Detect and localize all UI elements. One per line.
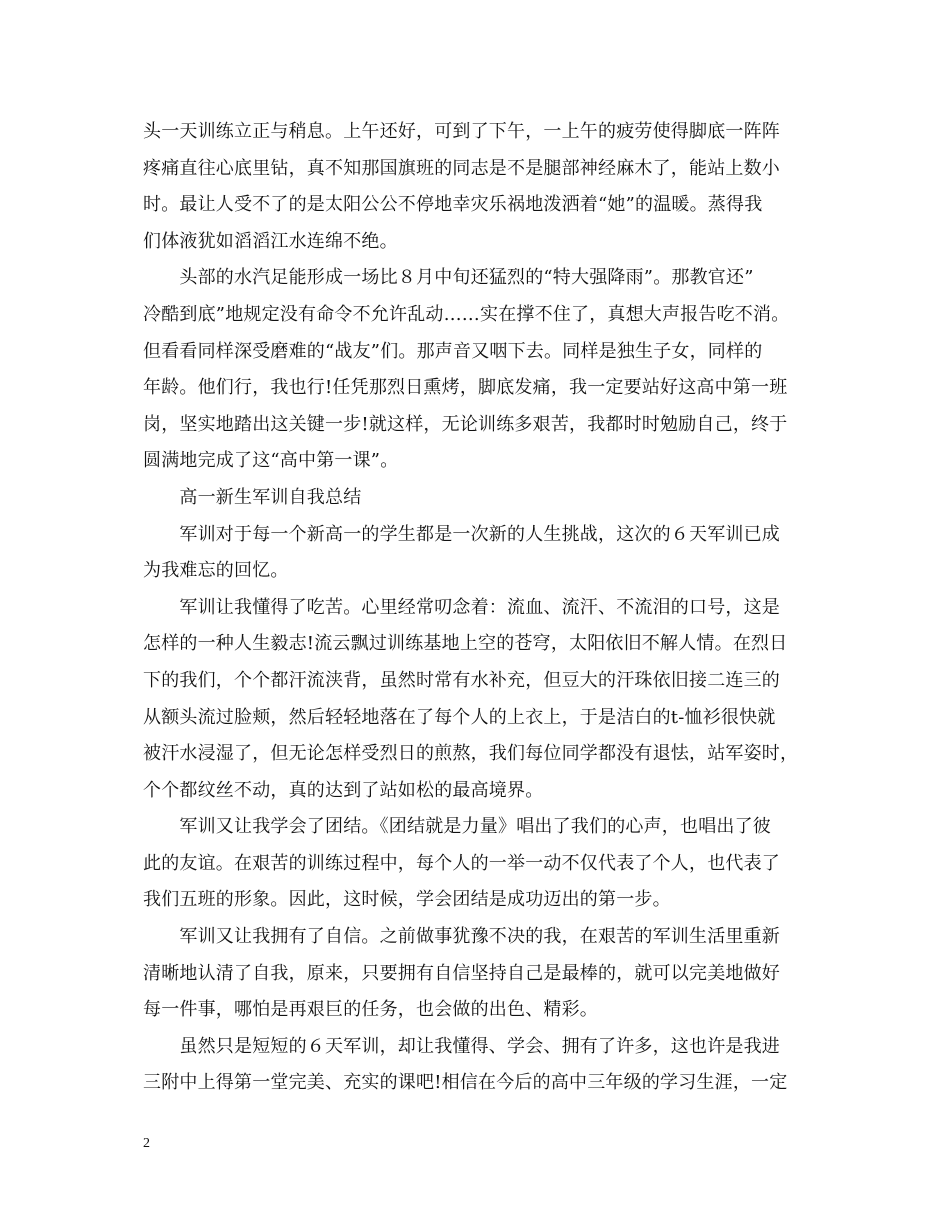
- text-line: 军训对于每一个新高一的学生都是一次新的人生挑战，这次的６天军训已成: [143, 523, 780, 545]
- text-line: 怎样的一种人生毅志!流云飘过训练基地上空的苍穹，太阳依旧不解人情。在烈日: [143, 633, 788, 655]
- text-line: 圆满地完成了这“高中第一课”。: [143, 450, 399, 472]
- text-line: 下的我们，个个都汗流浃背，虽然时常有水补充，但豆大的汗珠依旧接二连三的: [143, 669, 780, 691]
- section-heading: 高一新生军训自我总结: [143, 486, 362, 508]
- text-line: 年龄。他们行，我也行!任凭那烈日熏烤，脚底发痛，我一定要站好这高中第一班: [143, 377, 788, 399]
- page-number: 2: [143, 1136, 150, 1151]
- text-line: 清晰地认清了自我，原来，只要拥有自信坚持自己是最棒的，就可以完美地做好: [143, 962, 780, 984]
- text-line: 军训又让我拥有了自信。之前做事犹豫不决的我，在艰苦的军训生活里重新: [143, 926, 780, 948]
- text-line: 被汗水浸湿了，但无论怎样受烈日的煎熬，我们每位同学都没有退怯，站军姿时，: [143, 743, 799, 765]
- text-line: 个个都纹丝不动，真的达到了站如松的最高境界。: [143, 779, 544, 801]
- document-body: [143, 114, 807, 1102]
- text-line: 疼痛直往心底里钻，真不知那国旗班的同志是不是腿部神经麻木了，能站上数小: [143, 157, 780, 179]
- text-line: 时。最让人受不了的是太阳公公不停地幸灾乐祸地泼洒着“她”的温暖。蒸得我: [143, 194, 763, 216]
- text-line: 我们五班的形象。因此，这时候，学会团结是成功迈出的第一步。: [143, 889, 671, 911]
- text-line: 军训让我懂得了吃苦。心里经常叨念着：流血、流汗、不流泪的口号，这是: [143, 596, 780, 618]
- text-line: 但看看同样深受磨难的“战友”们。那声音又咽下去。同样是独生子女，同样的: [143, 340, 763, 362]
- text-line: 每一件事，哪怕是再艰巨的任务，也会做的出色、精彩。: [143, 999, 598, 1021]
- text-line: 军训又让我学会了团结。《团结就是力量》唱出了我们的心声，也唱出了彼: [143, 816, 771, 838]
- text-line: 虽然只是短短的６天军训，却让我懂得、学会、拥有了许多，这也许是我进: [143, 1035, 780, 1057]
- text-line: 为我难忘的回忆。: [143, 560, 289, 582]
- text-line: 三附中上得第一堂完美、充实的课吧!相信在今后的高中三年级的学习生涯，一定: [143, 1072, 788, 1094]
- text-line: 头一天训练立正与稍息。上午还好，可到了下午，一上午的疲劳使得脚底一阵阵: [143, 121, 780, 142]
- text-line: 岗，坚实地踏出这关键一步!就这样，无论训练多艰苦，我都时时勉励自己，终于: [143, 413, 788, 435]
- text-line: 冷酷到底”地规定没有命令不允许乱动……实在撑不住了，真想大声报告吃不消。: [143, 303, 790, 325]
- text-line: 从额头流过脸颊，然后轻轻地落在了每个人的上衣上，于是洁白的t-恤衫很快就: [143, 706, 776, 728]
- text-line: 们体液犹如滔滔江水连绵不绝。: [143, 230, 398, 252]
- text-line: 头部的水汽足能形成一场比８月中旬还猛烈的“特大强降雨”。那教官还”: [143, 267, 754, 289]
- text-line: 此的友谊。在艰苦的训练过程中，每个人的一举一动不仅代表了个人，也代表了: [143, 852, 780, 874]
